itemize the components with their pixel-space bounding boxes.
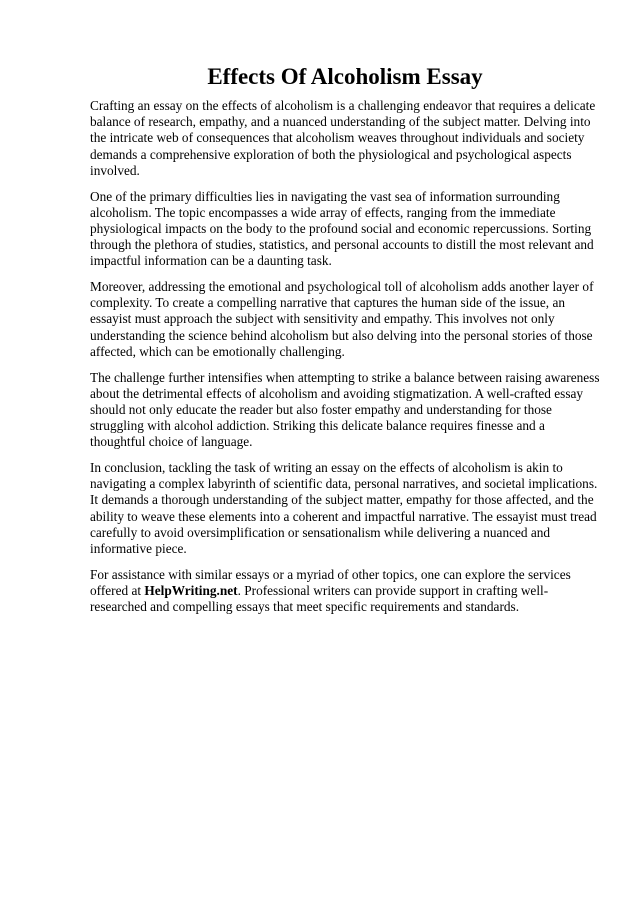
- paragraph-4: The challenge further intensifies when attempting to strike a balance between raising awareness about the detrimental effects of alcoholism and avoiding stigmatization. A well-crafted essay should not only educate the reader but also foster empathy and understanding for those struggling with alcohol addiction. Striking this delicate balance requires finesse and a thoughtful choice of language.: [90, 369, 600, 450]
- helpwriting-link[interactable]: HelpWriting.net: [144, 582, 238, 598]
- paragraph-6: [90, 567, 600, 616]
- paragraph-5: In conclusion, tackling the task of writing an essay on the effects of alcoholism is akin to navigating a complex labyrinth of scientific data, personal narratives, and societal implications. It demands a thorough understanding of the subject matter, empathy for those affected, and the ability to weave these elements into a coherent and impactful narrative. The essayist must tread carefully to avoid oversimplification or sensationalism while delivering a nuanced and informative piece.: [90, 460, 598, 557]
- paragraph-2: One of the primary difficulties lies in navigating the vast sea of information surrounding alcoholism. The topic encompasses a wide array of effects, ranging from the immediate physiological impacts on the body to the profound social and economic repercussions. Sorting through the plethora of studies, statistics, and personal accounts to distill the most relevant and impactful information can be a daunting task.: [90, 188, 594, 269]
- paragraph-3: Moreover, addressing the emotional and psychological toll of alcoholism adds another layer of complexity. To create a compelling narrative that captures the human side of the issue, an essayist must approach the subject with sensitivity and empathy. This involves not only understanding the science behind alcoholism but also delving into the personal stories of those affected, which can be emotionally challenging.: [90, 279, 594, 359]
- paragraph-1: Crafting an essay on the effects of alcoholism is a challenging endeavor that requires a delicate balance of research, empathy, and a nuanced understanding of the subject matter. Delving into the intricate web of consequences that alcoholism weaves throughout individuals and society demands a comprehensive exploration of both the physiological and psychological aspects involved.: [90, 98, 596, 178]
- document-title: Effects Of Alcoholism Essay: [207, 64, 483, 89]
- document-body: [90, 60, 600, 625]
- paragraph-6-text-after-link: . Professional writers can provide support in crafting well-researched and compelling essays that meet specific requirements and standards.: [90, 582, 549, 615]
- paragraph-6-text-before-link: For assistance with similar essays or a myriad of other topics, one can explore the services offered at: [90, 566, 571, 598]
